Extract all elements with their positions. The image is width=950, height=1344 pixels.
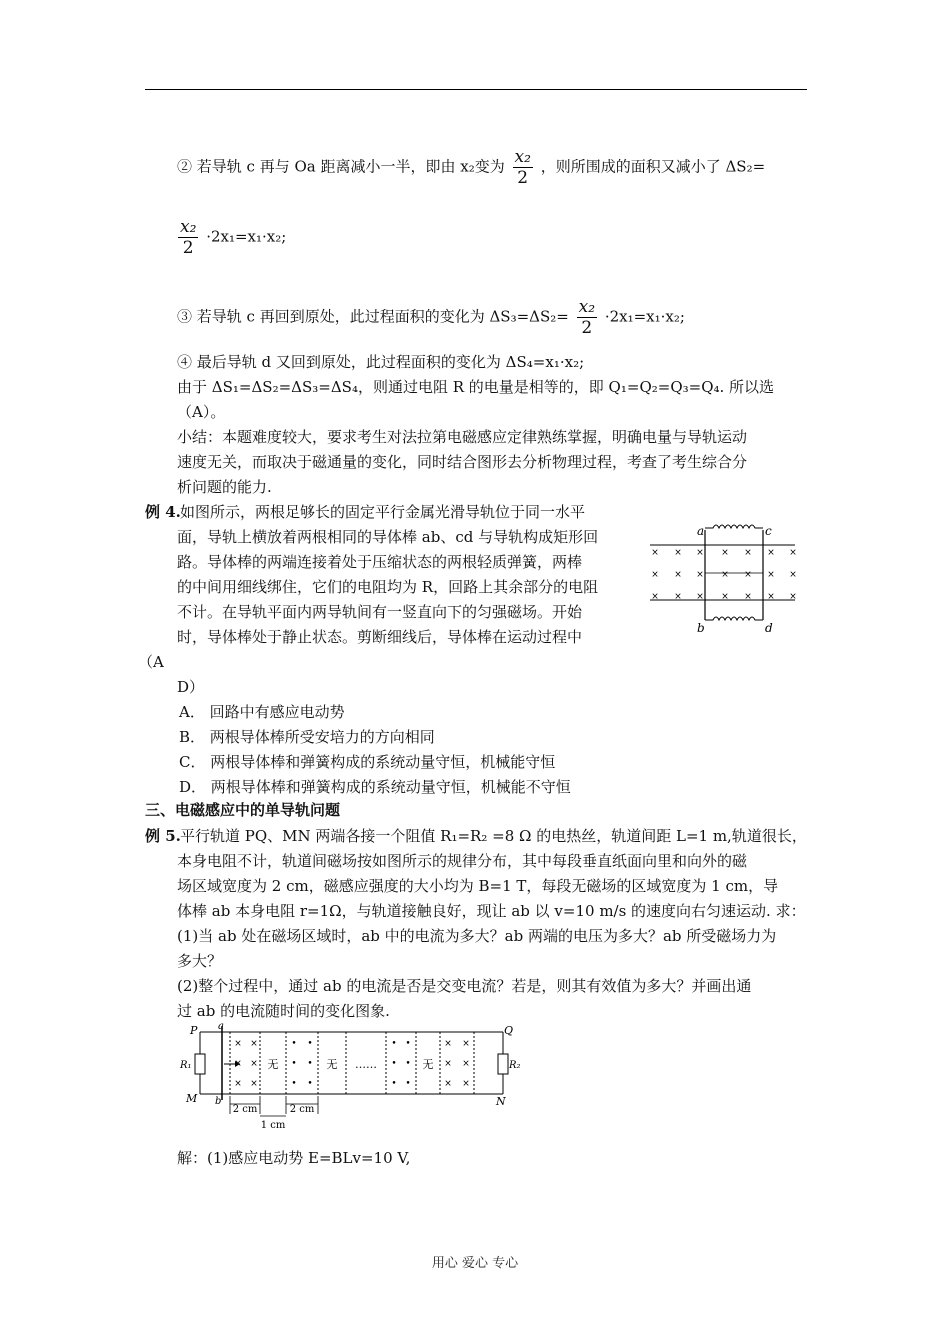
svg-text:×: × [250,1039,258,1049]
svg-text:×: × [721,592,729,602]
svg-text:•: • [405,1039,411,1049]
svg-text:×: × [721,548,729,558]
ellipsis: …… [355,1058,377,1071]
svg-text:×: × [767,548,775,558]
magnetic-zones-figure [178,1022,528,1130]
option-c: C． 两根导体棒和弹簧构成的系统动量守恒，机械能守恒 [179,753,556,771]
svg-text:×: × [651,548,659,558]
svg-text:×: × [234,1059,242,1069]
option-a: A． 回路中有感应电动势 [179,703,345,721]
answer-line: （A）。 [177,403,226,421]
summary-line-2: 速度无关，而取决于磁通量的变化，同时结合图形去分析物理过程，考查了考生综合分 [177,453,748,471]
step-2-text: ② 若导轨 c 再与 Oa 距离减小一半，即由 x₂变为 [177,157,505,176]
example-4-text-4: 的中间用细线绑住，它们的电阻均为 R，回路上其余部分的电阻 [177,578,599,596]
step-2-line [177,147,765,188]
label-n: N [496,1095,506,1108]
label-p: P [190,1024,198,1037]
section-3-heading: 三、电磁感应中的单导轨问题 [145,801,341,819]
label-q: Q [504,1024,514,1037]
example-5-question-1: (1)当 ab 处在磁场区域时，ab 中的电流为多大？ab 两端的电压为多大？ab 所受磁场力为 [177,927,777,945]
svg-text:×: × [721,570,729,580]
svg-text:•: • [307,1059,313,1069]
step-2-result: ·2x₁=x₁·x₂; [206,227,287,246]
example-4-text-5: 不计。在导轨平面内两导轨间有一竖直向下的匀强磁场。开始 [177,603,583,621]
svg-text:×: × [250,1079,258,1089]
width-1cm: 1 cm [260,1120,286,1130]
svg-text:×: × [696,570,704,580]
svg-text:×: × [234,1079,242,1089]
label-a: a [697,524,705,538]
example-4-answer-d: D） [177,678,205,696]
spring-bottom [705,617,763,620]
svg-text:×: × [651,592,659,602]
fraction: $\frac{\text{x₂}}{2}$ [514,147,531,188]
conclusion-line: 由于 ΔS₁=ΔS₂=ΔS₃=ΔS₄，则通过电阻 R 的电量是相等的，即 Q₁=Q₂=Q₃=Q₄. 所以选 [177,378,775,396]
example-4-answer-a: （A [138,653,164,671]
step-3-text: ③ 若导轨 c 再回到原处，此过程面积的变化为 ΔS₃=ΔS₂= [177,307,569,326]
step-2-text-end: ，则所围成的面积又减小了 ΔS₂= [540,157,766,176]
label-m: M [186,1092,198,1105]
option-b: B． 两根导体棒所受安培力的方向相同 [179,728,435,746]
example-5-text-4: 体棒 ab 本身电阻 r=1Ω，与轨道接触良好，现让 ab 以 v=10 m/s 的速度向右匀速运动. 求： [177,902,806,920]
svg-text:×: × [744,592,752,602]
svg-text:×: × [674,592,682,602]
rails-springs-figure [645,515,805,640]
label-d: d [765,621,773,635]
step-4-line: ④ 最后导轨 d 又回到原处，此过程面积的变化为 ΔS₄=x₁·x₂; [177,353,585,371]
svg-text:×: × [789,570,797,580]
svg-text:×: × [462,1079,470,1089]
step-2-continuation [175,217,286,258]
svg-text:•: • [391,1059,397,1069]
example-4-text-2: 面，导轨上横放着两根相同的导体棒 ab、cd 与导轨构成矩形回 [177,528,599,546]
page-footer: 用心 爱心 专心 [431,1256,519,1271]
resistor-r1 [195,1054,205,1074]
summary-line-1: 小结：本题难度较大，要求考生对法拉第电磁感应定律熟练掌握，明确电量与导轨运动 [177,428,748,446]
resistor-r2 [498,1054,508,1074]
svg-text:•: • [391,1079,397,1089]
spring-top [705,525,763,528]
svg-text:×: × [462,1059,470,1069]
fraction: $\frac{\text{x₂}}{2}$ [180,217,197,258]
field-crosses [651,548,797,602]
example-4-text-1: 如图所示，两根足够长的固定平行金属光滑导轨位于同一水平 [180,503,586,521]
example-4-label: 例 4. [145,503,181,521]
svg-text:×: × [651,570,659,580]
svg-text:×: × [444,1059,452,1069]
svg-text:•: • [391,1039,397,1049]
width-2cm-1: 2 cm [232,1104,258,1115]
svg-text:×: × [767,592,775,602]
solution-line: 解：(1)感应电动势 E=BLv=10 V, [177,1149,411,1167]
svg-text:×: × [444,1039,452,1049]
example-5-question-1-end: 多大？ [177,952,223,970]
label-r1: R₁ [180,1060,192,1071]
svg-text:•: • [307,1039,313,1049]
svg-text:×: × [744,570,752,580]
svg-text:×: × [744,548,752,558]
no-field-label-1: 无 [267,1058,279,1071]
svg-text:×: × [444,1079,452,1089]
svg-text:×: × [674,570,682,580]
svg-text:×: × [674,548,682,558]
example-4-text-6: 时，导体棒处于静止状态。剪断细线后，导体棒在运动过程中 [177,628,583,646]
example-5-text-2: 本身电阻不计，轨道间磁场按如图所示的规律分布，其中每段垂直纸面向里和向外的磁 [177,852,748,870]
svg-text:×: × [767,570,775,580]
example-5-question-2: (2)整个过程中，通过 ab 的电流是否是交变电流？若是，则其有效值为多大？并画出通 [177,977,752,995]
svg-text:•: • [291,1059,297,1069]
svg-text:•: • [291,1079,297,1089]
label-b: b [697,621,705,635]
label-b: b [215,1096,222,1107]
step-3-line [177,297,685,338]
example-4-text-3: 路。导体棒的两端连接着处于压缩状态的两根轻质弹簧，两棒 [177,553,583,571]
label-a: a [218,1022,224,1032]
svg-text:×: × [250,1059,258,1069]
fraction: $\frac{\text{x₂}}{2}$ [578,297,596,338]
no-field-label-3: 无 [422,1058,434,1071]
svg-text:•: • [405,1059,411,1069]
example-5-text-3: 场区域宽度为 2 cm，磁感应强度的大小均为 B=1 T，每段无磁场的区域宽度为 1 cm，导 [177,877,779,895]
svg-text:×: × [696,548,704,558]
label-r2: R₂ [509,1060,521,1071]
svg-text:×: × [789,592,797,602]
width-2cm-2: 2 cm [289,1104,315,1115]
svg-text:•: • [307,1079,313,1089]
no-field-label-2: 无 [326,1058,338,1071]
summary-line-3: 析问题的能力. [177,478,272,496]
svg-text:×: × [462,1039,470,1049]
option-d: D． 两根导体棒和弹簧构成的系统动量守恒，机械能不守恒 [179,778,571,796]
svg-text:•: • [291,1039,297,1049]
example-5-text-1: 平行轨道 PQ、MN 两端各接一个阻值 R₁=R₂ =8 Ω 的电热丝，轨道间距 L=1 m,轨道很长， [180,827,807,845]
header-rule [145,89,807,90]
svg-text:×: × [696,592,704,602]
example-5-question-2-end: 过 ab 的电流随时间的变化图象. [177,1002,390,1020]
example-5-label: 例 5. [145,827,181,845]
step-3-result: ·2x₁=x₁·x₂; [604,307,685,326]
svg-text:×: × [789,548,797,558]
label-c: c [765,524,772,538]
svg-text:×: × [234,1039,242,1049]
svg-text:•: • [405,1079,411,1089]
